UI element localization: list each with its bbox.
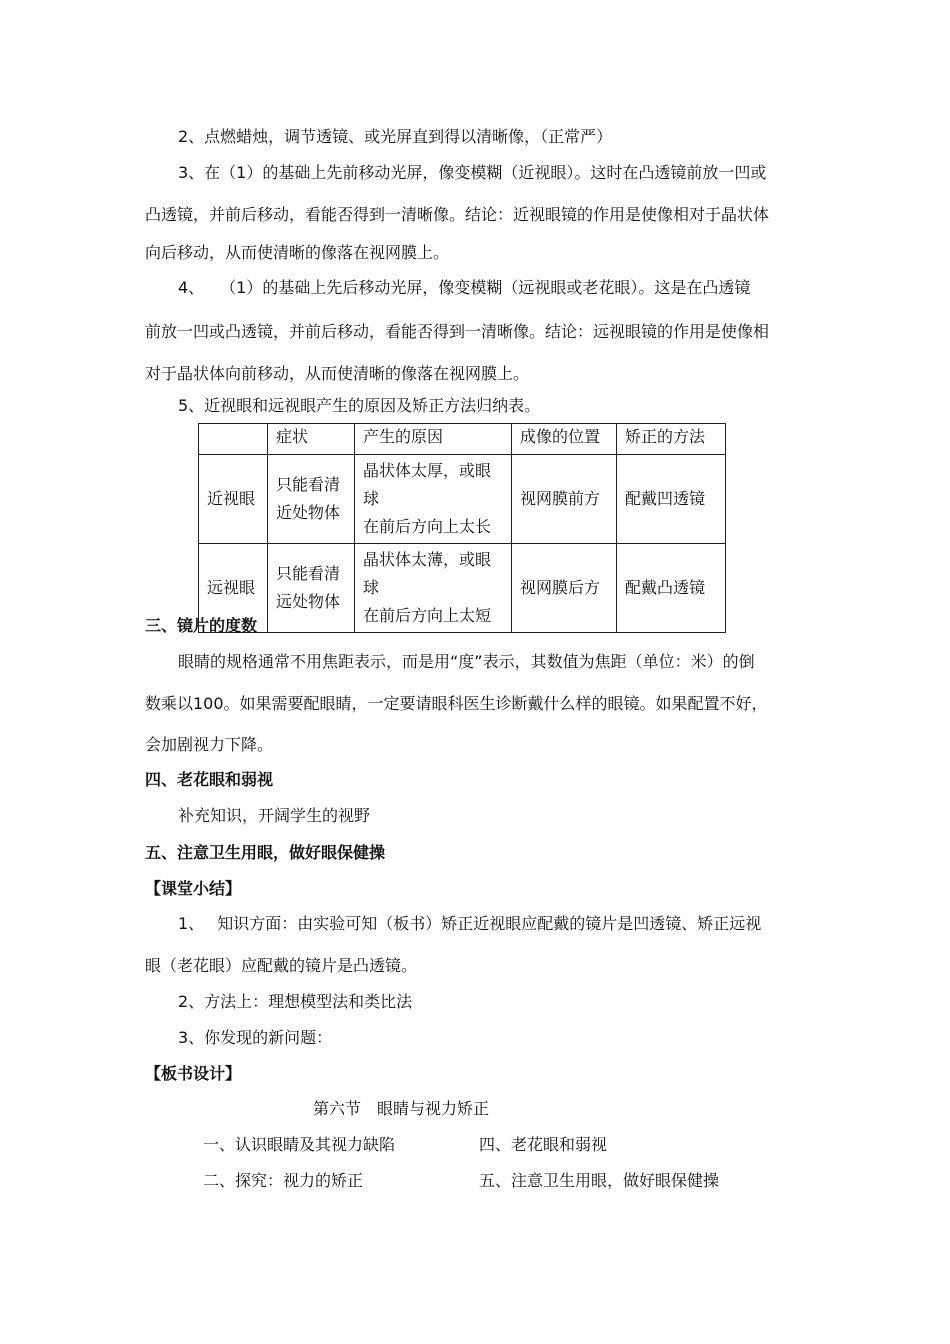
- summary-item-2: 2、方法上：理想模型法和类比法: [178, 992, 413, 1011]
- board-title: 第六节 眼睛与视力矫正: [313, 1099, 490, 1118]
- section-3-line-2: 数乘以100。如果需要配眼睛，一定要请眼科医生诊断戴什么样的眼镜。如果配置不好，: [145, 694, 768, 713]
- board-item-4: 四、老花眼和弱视: [479, 1135, 608, 1154]
- table-header-row: [199, 424, 726, 455]
- paragraph-step-4-line-2: 前放一凹或凸透镜，并前后移动，看能否得到一清晰像。结论：远视眼镜的作用是使像相: [145, 322, 770, 341]
- image-position-cell: 视网膜前方: [512, 455, 617, 544]
- section-3-line-3: 会加剧视力下降。: [145, 735, 274, 754]
- class-summary-heading: 【课堂小结】: [145, 879, 242, 898]
- summary-item-1-line-1: 1、 知识方面：由实验可知（板书）矫正近视眼应配戴的镜片是凹透镜、矫正远视: [178, 914, 762, 933]
- board-item-5: 五、注意卫生用眼，做好眼保健操: [479, 1171, 720, 1190]
- cause-line: 晶状体太薄，或眼球: [363, 550, 492, 597]
- paragraph-step-3-line-2: 凸透镜，并前后移动，看能否得到一清晰像。结论：近视眼镜的作用是使像相对于晶状体: [145, 205, 770, 224]
- section-3-line-1: 眼睛的规格通常不用焦距表示，而是用“度”表示，其数值为焦距（单位：米）的倒: [178, 652, 755, 671]
- myopia-hyperopia-summary-table: [198, 423, 726, 633]
- symptom-line: 只能看清: [276, 564, 341, 583]
- section-4-heading: 四、老花眼和弱视: [145, 770, 274, 789]
- paragraph-step-4-line-1: 4、 （1）的基础上先后移动光屏，像变模糊（远视眼或老花眼）。这是在凸透镜: [178, 278, 751, 297]
- table-header-cell: 矫正的方法: [617, 424, 726, 455]
- symptom-line: 只能看清: [276, 475, 341, 494]
- paragraph-step-4-line-3: 对于晶状体向前移动，从而使清晰的像落在视网膜上。: [145, 364, 530, 383]
- table-header-cell: 产生的原因: [355, 424, 512, 455]
- correction-method-cell: 配戴凹透镜: [617, 455, 726, 544]
- summary-item-3: 3、你发现的新问题：: [178, 1028, 333, 1047]
- cause-cell: [355, 455, 512, 544]
- symptom-cell: [268, 544, 355, 633]
- board-item-2: 二、探究：视力的矫正: [203, 1171, 364, 1190]
- table-row: [199, 455, 726, 544]
- section-4-text: 补充知识，开阔学生的视野: [178, 806, 371, 825]
- cause-cell: [355, 544, 512, 633]
- summary-item-1-line-2: 眼（老花眼）应配戴的镜片是凸透镜。: [145, 956, 418, 975]
- board-design-heading: 【板书设计】: [145, 1064, 242, 1083]
- cause-line: 在前后方向上太短: [363, 606, 492, 625]
- paragraph-step-2: 2、点燃蜡烛，调节透镜、或光屏直到得以清晰像，（正常严）: [178, 127, 613, 146]
- table-header-cell: 症状: [268, 424, 355, 455]
- correction-method-cell: 配戴凸透镜: [617, 544, 726, 633]
- table-header-cell: [199, 424, 268, 455]
- row-label: 近视眼: [199, 455, 268, 544]
- symptom-cell: [268, 455, 355, 544]
- symptom-line: 近处物体: [276, 503, 341, 522]
- paragraph-step-5: 5、近视眼和远视眼产生的原因及矫正方法归纳表。: [178, 396, 541, 415]
- board-item-1: 一、认识眼睛及其视力缺陷: [203, 1135, 396, 1154]
- row-label: 远视眼: [199, 544, 268, 633]
- paragraph-step-3-line-1: 3、在（1）的基础上先前移动光屏，像变模糊（近视眼）。这时在凸透镜前放一凹或: [178, 163, 767, 182]
- table-header-cell: 成像的位置: [512, 424, 617, 455]
- section-5-heading: 五、注意卫生用眼，做好眼保健操: [145, 843, 386, 862]
- image-position-cell: 视网膜后方: [512, 544, 617, 633]
- table-row: [199, 544, 726, 633]
- paragraph-step-3-line-3: 向后移动，从而使清晰的像落在视网膜上。: [145, 243, 450, 262]
- symptom-line: 远处物体: [276, 592, 341, 611]
- cause-line: 晶状体太厚，或眼球: [363, 461, 492, 508]
- section-3-heading: 三、镜片的度数: [145, 616, 258, 635]
- cause-line: 在前后方向上太长: [363, 517, 492, 536]
